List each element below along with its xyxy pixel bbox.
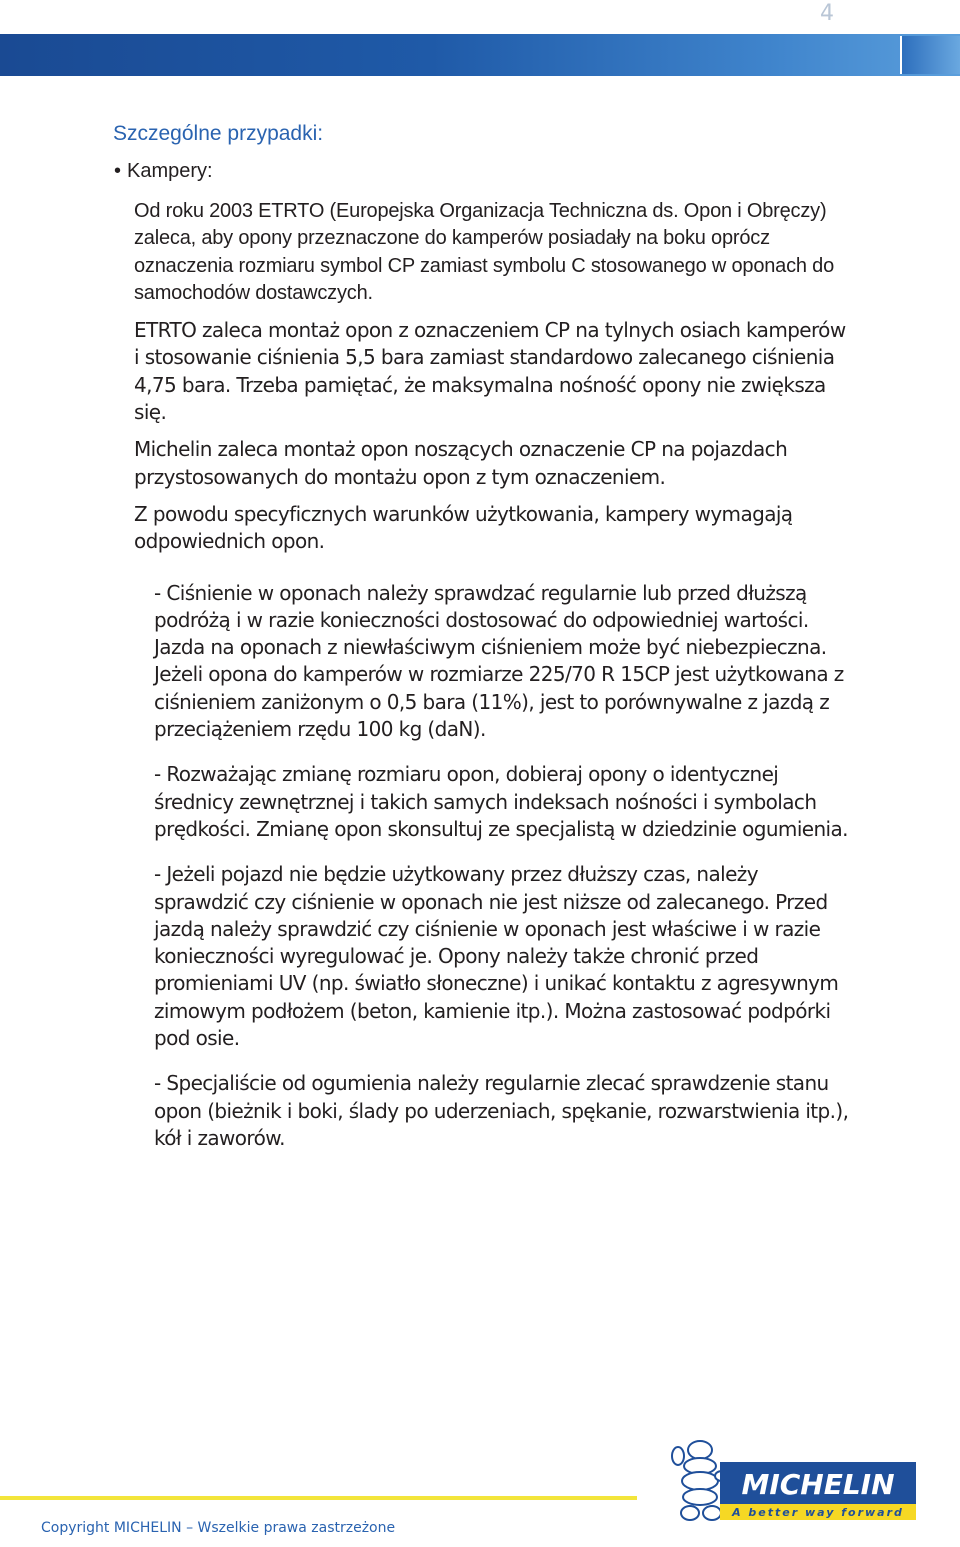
- logo-brand-text: MICHELIN: [741, 1468, 895, 1501]
- bullet-label: Kampery:: [127, 160, 213, 182]
- header-bar: [0, 34, 960, 76]
- bullet-icon: •: [114, 160, 122, 182]
- page-number: 4: [820, 1, 834, 26]
- paragraph: Z powodu specyficznych warunków użytkowania, kampery wymagają odpowiednich opon.: [134, 501, 793, 554]
- bullet-item-kampery: [114, 160, 213, 183]
- list-item: - Ciśnienie w oponach należy sprawdzać regularnie lub przed dłuższą podróżą i w razie konieczności dostosować do odpowiedniej wartości. Jazda na oponach z niewłaściwym ciśnieniem może być niebezpieczna. Jeżeli opona do kamperów w rozmiarze 225/70 R 15CP jest użytkowana z ciśnieniem zaniżonym o 0,5 bara (11%), jest to porównywalne z jazdą z przeciążeniem rzędu 100 kg (daN).: [154, 580, 844, 742]
- copyright-text: Copyright MICHELIN – Wszelkie prawa zastrzeżone: [41, 1520, 396, 1536]
- paragraph: Od roku 2003 ETRTO (Europejska Organizacja Techniczna ds. Opon i Obręczy) zaleca, aby opony przeznaczone do kamperów posiadały na boku oprócz oznaczenia rozmiaru symbol CP zamiast symbolu C stosowanego w oponach do samochodów dostawczych.: [134, 200, 835, 304]
- michelin-logo: [668, 1436, 920, 1524]
- header-accent-block: [900, 36, 960, 74]
- list-item: - Rozważając zmianę rozmiaru opon, dobieraj opony o identycznej średnicy zewnętrznej i takich samych indeksach nośności i symbolach prędkości. Zmianę opon skonsultuj ze specjalistą w dziedzinie ogumienia.: [154, 762, 848, 841]
- list-item: - Specjaliście od ogumienia należy regularnie zlecać sprawdzenie stanu opon (bieżnik i boki, ślady po uderzeniach, spękanie, rozwarstwienia itp.), kół i zaworów.: [154, 1071, 849, 1150]
- paragraph: ETRTO zaleca montaż opon z oznaczeniem CP na tylnych osiach kamperów i stosowanie ciśnienia 5,5 bara zamiast standardowo zalecanego ciśnienia 4,75 bara. Trzeba pamiętać, że maksymalna nośność opony nie zwiększa się.: [134, 318, 846, 425]
- section-title: Szczególne przypadki:: [113, 122, 324, 145]
- paragraph: Michelin zaleca montaż opon noszących oznaczenie CP na pojazdach przystosowanych do montażu opon z tym oznaczeniem.: [134, 437, 788, 489]
- main-content: [134, 198, 854, 1170]
- list-item: - Jeżeli pojazd nie będzie użytkowany przez dłuższy czas, należy sprawdzić czy ciśnienie w oponach nie jest niższe od zalecanego. Przed jazdą należy sprawdzić czy ciśnienie w oponach jest właściwe i w razie konieczności wyregulować je. Opony należy także chronić przed promieniami UV (np. światło słoneczne) i unikać kontaktu z agresywnym zimowym podłożem (beton, kamienie itp.). Można zastosować podpórki pod osie.: [154, 862, 839, 1051]
- recommendation-list: [154, 580, 854, 1153]
- footer-divider: [0, 1496, 637, 1500]
- logo-tagline-text: A better way forward: [732, 1506, 904, 1519]
